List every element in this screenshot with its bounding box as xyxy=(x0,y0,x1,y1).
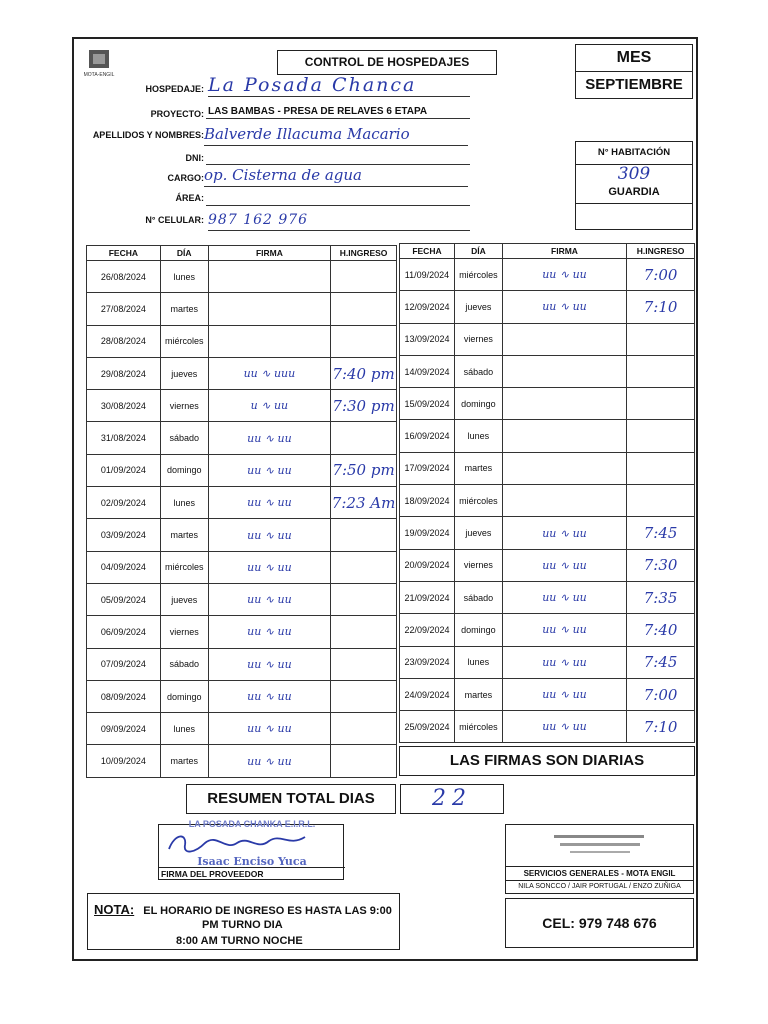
table-row xyxy=(87,519,397,551)
table-row xyxy=(87,648,397,680)
day-cell: sábado xyxy=(454,355,502,387)
entry-time-cell xyxy=(331,519,397,551)
signature-cell xyxy=(502,355,626,387)
entry-time-cell: 7:10 xyxy=(627,711,695,743)
entry-time-cell xyxy=(627,323,695,355)
date-cell: 08/09/2024 xyxy=(87,680,161,712)
signature-cell: uu ∿ uu xyxy=(502,517,626,549)
signature-cell xyxy=(502,420,626,452)
day-cell: jueves xyxy=(160,357,208,389)
day-cell: martes xyxy=(160,293,208,325)
nota-box xyxy=(87,893,400,950)
day-cell: lunes xyxy=(160,713,208,745)
date-cell: 11/09/2024 xyxy=(400,259,455,291)
entry-time-cell: 7:30 pm xyxy=(331,390,397,422)
table-row xyxy=(400,388,695,420)
date-cell: 14/09/2024 xyxy=(400,355,455,387)
signature-cell: uu ∿ uu xyxy=(502,291,626,323)
date-cell: 29/08/2024 xyxy=(87,357,161,389)
day-cell: martes xyxy=(160,519,208,551)
fecha-header: FECHA xyxy=(400,244,455,259)
date-cell: 10/09/2024 xyxy=(87,745,161,777)
day-cell: lunes xyxy=(454,420,502,452)
table-row xyxy=(87,551,397,583)
date-cell: 04/09/2024 xyxy=(87,551,161,583)
entry-time-cell: 7:40 pm xyxy=(331,357,397,389)
table-row xyxy=(87,293,397,325)
table-row xyxy=(87,390,397,422)
proveedor-label: FIRMA DEL PROVEEDOR xyxy=(159,867,345,881)
month-label: MES xyxy=(576,45,692,72)
date-cell: 30/08/2024 xyxy=(87,390,161,422)
cargo-label: CARGO: xyxy=(167,173,204,183)
table-row xyxy=(400,614,695,646)
month-box xyxy=(575,44,693,99)
date-cell: 24/09/2024 xyxy=(400,678,455,710)
proveedor-signature xyxy=(165,831,325,857)
day-cell: domingo xyxy=(454,388,502,420)
signature-cell: uu ∿ uu xyxy=(208,648,330,680)
entry-time-cell xyxy=(627,452,695,484)
table-row xyxy=(87,713,397,745)
signature-cell: uu ∿ uu xyxy=(208,422,330,454)
table-row xyxy=(400,485,695,517)
signature-cell xyxy=(208,293,330,325)
table-row xyxy=(400,323,695,355)
date-cell: 19/09/2024 xyxy=(400,517,455,549)
nombres-label: APELLIDOS Y NOMBRES: xyxy=(92,130,204,140)
day-cell: sábado xyxy=(160,422,208,454)
day-cell: domingo xyxy=(160,454,208,486)
entry-time-cell xyxy=(627,485,695,517)
signature-cell: u ∿ uu xyxy=(208,390,330,422)
table-row xyxy=(87,487,397,519)
table-row xyxy=(400,452,695,484)
table-row xyxy=(400,259,695,291)
table-row xyxy=(87,357,397,389)
table-row xyxy=(87,616,397,648)
table-row xyxy=(400,291,695,323)
room-value: 309 xyxy=(617,164,651,184)
room-box xyxy=(575,141,693,230)
entry-time-cell xyxy=(331,261,397,293)
proveedor-box xyxy=(158,819,344,880)
date-cell: 13/09/2024 xyxy=(400,323,455,355)
signature-cell: uu ∿ uu xyxy=(502,614,626,646)
firmas-diarias-notice: LAS FIRMAS SON DIARIAS xyxy=(399,746,695,776)
signature-cell: uu ∿ uu xyxy=(208,745,330,777)
table-row xyxy=(400,678,695,710)
nota-line2: PM TURNO DIA xyxy=(202,919,283,931)
nota-label: NOTA: xyxy=(94,902,135,917)
signature-cell: uu ∿ uu xyxy=(208,583,330,615)
table-row xyxy=(400,420,695,452)
table-row xyxy=(400,711,695,743)
signature-cell xyxy=(502,323,626,355)
day-cell: lunes xyxy=(160,487,208,519)
nota-line3: 8:00 AM TURNO NOCHE xyxy=(176,935,303,947)
table-row xyxy=(87,325,397,357)
date-cell: 27/08/2024 xyxy=(87,293,161,325)
entry-time-cell xyxy=(627,388,695,420)
signature-cell: uu ∿ uu xyxy=(502,581,626,613)
date-cell: 20/09/2024 xyxy=(400,549,455,581)
entry-time-cell: 7:23 Am xyxy=(331,487,397,519)
date-cell: 22/09/2024 xyxy=(400,614,455,646)
signature-cell: uu ∿ uu xyxy=(208,551,330,583)
entry-time-cell: 7:45 xyxy=(627,517,695,549)
entry-time-cell xyxy=(331,680,397,712)
signature-cell: uu ∿ uu xyxy=(502,678,626,710)
day-cell: viernes xyxy=(160,390,208,422)
entry-time-cell: 7:30 xyxy=(627,549,695,581)
cargo-value: op. Cisterna de agua xyxy=(204,166,468,187)
form-title: CONTROL DE HOSPEDAJES xyxy=(277,50,497,75)
register-table-right xyxy=(399,243,695,743)
hingreso-header: H.INGRESO xyxy=(627,244,695,259)
date-cell: 25/09/2024 xyxy=(400,711,455,743)
entry-time-cell: 7:00 xyxy=(627,259,695,291)
day-cell: jueves xyxy=(454,291,502,323)
signature-cell: uu ∿ uu xyxy=(502,259,626,291)
firma-header: FIRMA xyxy=(502,244,626,259)
guardia-label: GUARDIA xyxy=(576,183,692,204)
day-cell: martes xyxy=(454,452,502,484)
entry-time-cell: 7:40 xyxy=(627,614,695,646)
signature-cell: uu ∿ uu xyxy=(208,616,330,648)
date-cell: 21/09/2024 xyxy=(400,581,455,613)
table-row xyxy=(400,517,695,549)
day-cell: martes xyxy=(454,678,502,710)
fecha-header: FECHA xyxy=(87,246,161,261)
date-cell: 23/09/2024 xyxy=(400,646,455,678)
resumen-label: RESUMEN TOTAL DIAS xyxy=(186,784,396,814)
entry-time-cell xyxy=(331,422,397,454)
dni-label: DNI: xyxy=(185,153,204,163)
signature-cell xyxy=(502,485,626,517)
month-value: SEPTIEMBRE xyxy=(585,76,683,93)
day-cell: miércoles xyxy=(454,259,502,291)
table-row xyxy=(87,680,397,712)
contact-phone: CEL: 979 748 676 xyxy=(505,898,694,948)
date-cell: 12/09/2024 xyxy=(400,291,455,323)
day-cell: jueves xyxy=(454,517,502,549)
date-cell: 17/09/2024 xyxy=(400,452,455,484)
date-cell: 06/09/2024 xyxy=(87,616,161,648)
signature-cell: uu ∿ uu xyxy=(502,646,626,678)
signature-cell xyxy=(502,452,626,484)
proveedor-stamp-company: LA POSADA CHANKA E.I.R.L. xyxy=(188,819,316,829)
date-cell: 31/08/2024 xyxy=(87,422,161,454)
table-row xyxy=(87,422,397,454)
date-cell: 09/09/2024 xyxy=(87,713,161,745)
entry-time-cell xyxy=(331,551,397,583)
day-cell: miércoles xyxy=(160,325,208,357)
signature-cell: uu ∿ uu xyxy=(208,680,330,712)
entry-time-cell: 7:50 pm xyxy=(331,454,397,486)
table-row xyxy=(400,646,695,678)
day-cell: jueves xyxy=(160,583,208,615)
day-cell: miércoles xyxy=(454,711,502,743)
date-cell: 07/09/2024 xyxy=(87,648,161,680)
dni-field xyxy=(206,164,470,165)
dia-header: DÍA xyxy=(454,244,502,259)
entry-time-cell xyxy=(331,648,397,680)
entry-time-cell xyxy=(331,583,397,615)
hospedaje-label: HOSPEDAJE: xyxy=(145,84,204,94)
table-row xyxy=(400,549,695,581)
signature-cell xyxy=(502,388,626,420)
servicios-names: NILA SONCCO / JAIR PORTUGAL / ENZO ZUÑIGA xyxy=(518,883,681,890)
date-cell: 18/09/2024 xyxy=(400,485,455,517)
date-cell: 01/09/2024 xyxy=(87,454,161,486)
logo-text: MOTA-ENGIL xyxy=(83,72,115,78)
entry-time-cell: 7:35 xyxy=(627,581,695,613)
signature-cell: uu ∿ uu xyxy=(208,487,330,519)
entry-time-cell xyxy=(331,713,397,745)
hospedaje-value: La Posada Chanca xyxy=(208,74,470,97)
signature-cell: uu ∿ uu xyxy=(502,711,626,743)
area-label: ÁREA: xyxy=(175,193,204,203)
area-field xyxy=(206,205,470,206)
celular-value: 987 162 976 xyxy=(208,212,470,231)
table-row xyxy=(87,454,397,486)
resumen-value: 22 xyxy=(400,784,504,814)
signature-cell: uu ∿ uu xyxy=(208,519,330,551)
day-cell: domingo xyxy=(454,614,502,646)
signature-cell: uu ∿ uu xyxy=(208,454,330,486)
hingreso-header: H.INGRESO xyxy=(331,246,397,261)
servicios-label: SERVICIOS GENERALES - MOTA ENGIL xyxy=(506,866,693,881)
day-cell: miércoles xyxy=(454,485,502,517)
day-cell: lunes xyxy=(454,646,502,678)
date-cell: 15/09/2024 xyxy=(400,388,455,420)
table-row xyxy=(87,583,397,615)
table-row xyxy=(87,745,397,777)
proveedor-stamp-name: Isaac Enciso Yuca xyxy=(197,855,307,868)
signature-cell: uu ∿ uu xyxy=(208,713,330,745)
nombres-value: Balverde Illacuma Macario xyxy=(204,125,468,146)
date-cell: 16/09/2024 xyxy=(400,420,455,452)
proyecto-label: PROYECTO: xyxy=(150,109,204,119)
date-cell: 03/09/2024 xyxy=(87,519,161,551)
dia-header: DÍA xyxy=(160,246,208,261)
table-row xyxy=(400,355,695,387)
firma-header: FIRMA xyxy=(208,246,330,261)
day-cell: viernes xyxy=(454,549,502,581)
proyecto-value: LAS BAMBAS - PRESA DE RELAVES 6 ETAPA xyxy=(208,106,428,117)
day-cell: lunes xyxy=(160,261,208,293)
room-label: N° HABITACIÓN xyxy=(576,142,692,165)
entry-time-cell xyxy=(331,325,397,357)
servicios-stamp xyxy=(546,831,656,861)
day-cell: viernes xyxy=(160,616,208,648)
entry-time-cell: 7:45 xyxy=(627,646,695,678)
signature-cell xyxy=(208,325,330,357)
date-cell: 05/09/2024 xyxy=(87,583,161,615)
day-cell: martes xyxy=(160,745,208,777)
entry-time-cell xyxy=(331,745,397,777)
entry-time-cell xyxy=(627,355,695,387)
signature-cell xyxy=(208,261,330,293)
day-cell: sábado xyxy=(160,648,208,680)
entry-time-cell: 7:00 xyxy=(627,678,695,710)
celular-label: N° CELULAR: xyxy=(145,215,204,225)
table-row xyxy=(400,581,695,613)
date-cell: 02/09/2024 xyxy=(87,487,161,519)
day-cell: domingo xyxy=(160,680,208,712)
day-cell: viernes xyxy=(454,323,502,355)
entry-time-cell xyxy=(331,293,397,325)
day-cell: sábado xyxy=(454,581,502,613)
servicios-box xyxy=(505,824,694,894)
nota-line1: EL HORARIO DE INGRESO ES HASTA LAS 9:00 xyxy=(143,905,392,917)
day-cell: miércoles xyxy=(160,551,208,583)
date-cell: 26/08/2024 xyxy=(87,261,161,293)
entry-time-cell: 7:10 xyxy=(627,291,695,323)
signature-cell: uu ∿ uuu xyxy=(208,357,330,389)
entry-time-cell xyxy=(331,616,397,648)
register-table-left xyxy=(86,245,397,778)
signature-cell: uu ∿ uu xyxy=(502,549,626,581)
table-row xyxy=(87,261,397,293)
proyecto-underline xyxy=(206,118,470,119)
date-cell: 28/08/2024 xyxy=(87,325,161,357)
entry-time-cell xyxy=(627,420,695,452)
